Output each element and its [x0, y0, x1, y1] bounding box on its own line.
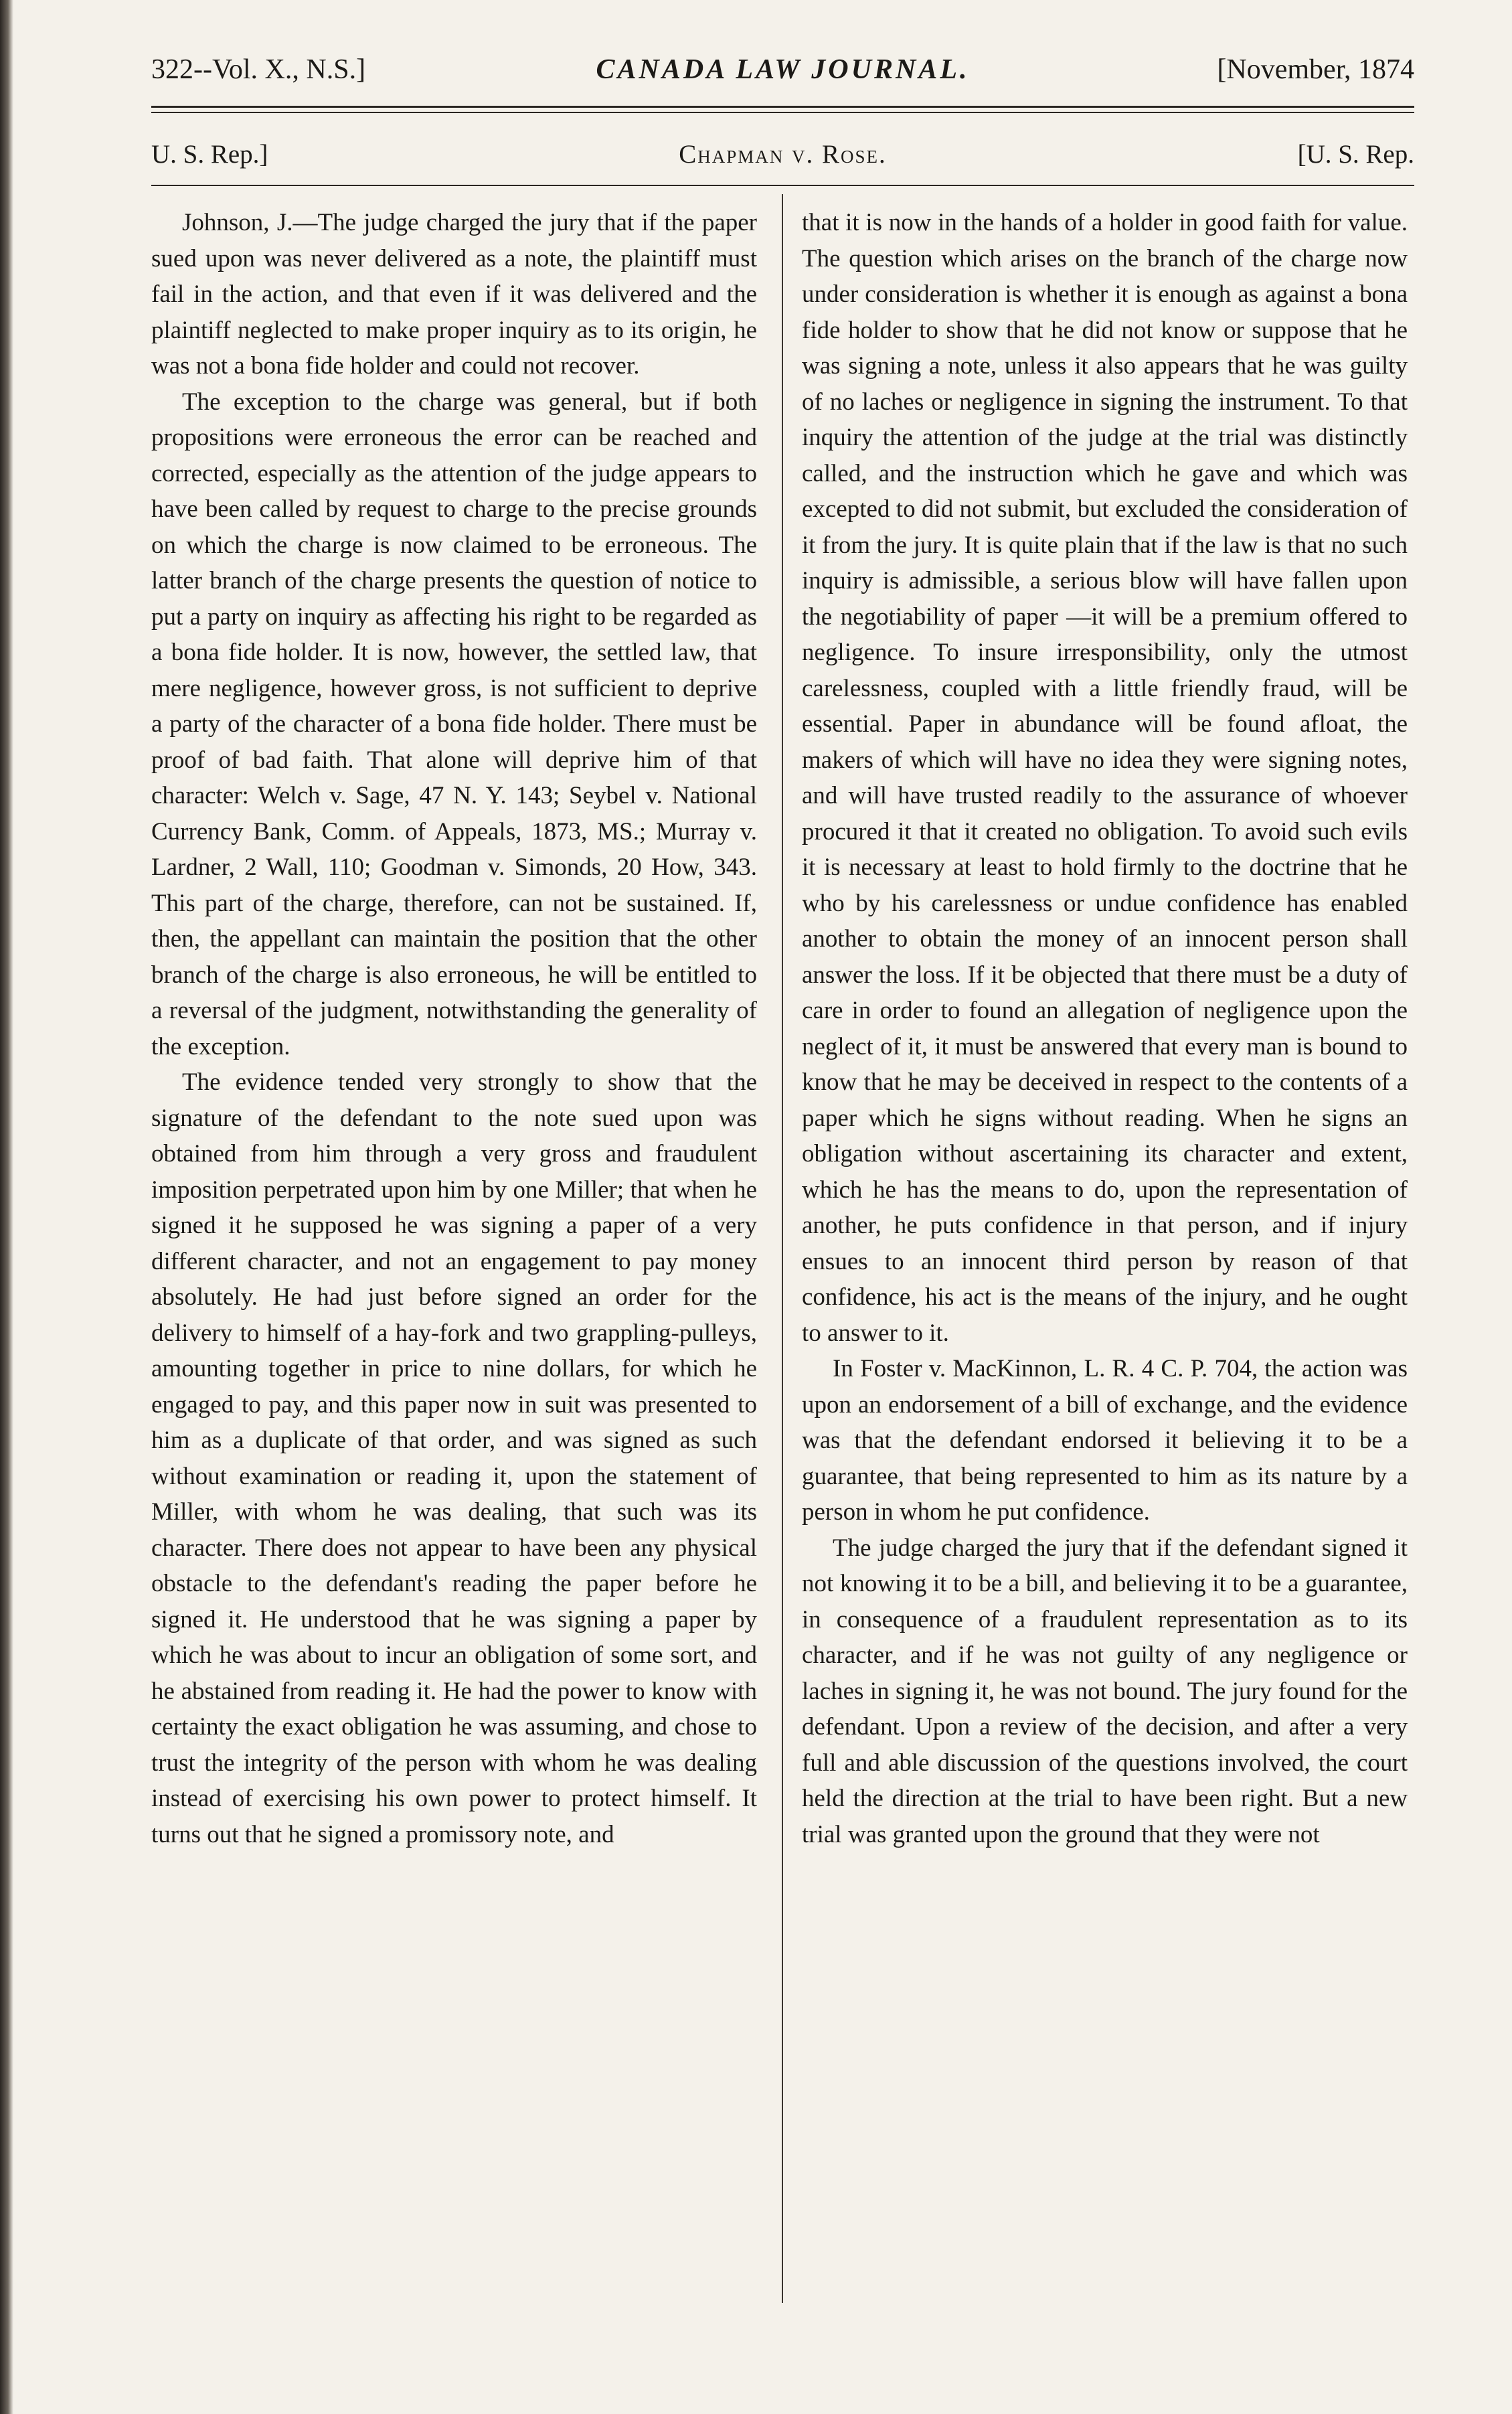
court-left: U. S. Rep.]	[151, 140, 268, 169]
court-right: [U. S. Rep.	[1297, 140, 1414, 169]
paragraph: that it is now in the hands of a holder in good faith for value. The question which arises on the branch of the charge now under consideration is whether it is enough as against a bona fide holder to show that he did not know or suppose that he was signing a note, unless it also appears that he was guilty of no laches or negligence in signing the instrument. To that inquiry the attention of the judge at the trial was distinctly called, and the instruction which he gave and which was excepted to did not submit, but excluded the consideration of it from the jury. It is quite plain that if the law is that no such inquiry is admissible, a serious blow will have fallen upon the negotiability of paper —it will be a premium offered to negligence. To insure irresponsibility, only the utmost carelessness, coupled with a little friendly fraud, will be essential. Paper in abundance will be found afloat, the makers of which will have no idea they were signing notes, and will have trusted readily to the assurance of whoever procured it that it created no obligation. To avoid such evils it is necessary at least to hold firmly to the doctrine that he who by his carelessness or undue confidence has enabled another to obtain the money of an innocent person shall answer the loss. If it be objected that there must be a duty of care in order to found an allegation of negligence upon the neglect of it, it must be answered that every man is bound to know that he may be deceived in respect to the contents of a paper which he signs without reading. When he signs an obligation without ascertaining its character and extent, which he has the means to do, upon the representation of another, he puts confidence in that person, and if injury ensues to an innocent third person by reason of that confidence, his act is the means of the injury, and he ought to answer to it.	[802, 209, 1408, 1347]
right-column	[802, 205, 1408, 1852]
paragraph: The judge charged the jury that if the defendant signed it not knowing it to be a bill, and believing it to be a guarantee, in consequence of a fraudulent representation as to its character, and if he was not guilty of any negligence or laches in signing it, he was not bound. The jury found for the defendant. Upon a review of the decision, and after a very full and able discussion of the questions involved, the court held the direction at the trial to have been right. But a new trial was granted upon the ground that they were not	[802, 1534, 1408, 1848]
case-header	[151, 139, 1414, 179]
column-divider	[782, 194, 783, 2303]
case-header-rule	[151, 185, 1414, 186]
page-binding-edge	[0, 0, 13, 2414]
issue-date: [November, 1874	[1217, 54, 1414, 85]
header-rule	[151, 106, 1414, 108]
running-header	[151, 54, 1414, 100]
paragraph: In Foster v. MacKinnon, L. R. 4 C. P. 704, the action was upon an endorsement of a bill of exchange, and the evidence was that the defendant endorsed it believing it to be a guarantee, that being represented to him as its nature by a person in whom he put confidence.	[802, 1355, 1408, 1526]
paragraph: The evidence tended very strongly to show that the signature of the defendant to the note sued upon was obtained from him through a very gross and fraudulent imposition perpetrated upon him by one Miller; that when he signed it he supposed he was signing a paper of a very different character, and not an engagement to pay money absolutely. He had just before signed an order for the delivery to himself of a hay-fork and two grappling-pulleys, amounting together in price to nine dollars, for which he engaged to pay, and this paper now in suit was presented to him as a duplicate of that order, and was signed as such without examination or reading it, upon the statement of Miller, with whom he was dealing, that such was its character. There does not appear to have been any physical obstacle to the defendant's reading the paper before he signed it. He understood that he was signing a paper by which he was about to incur an obligation of some sort, and he abstained from reading it. He had the power to know with certainty the exact obligation he was assuming, and chose to trust the integrity of the person with whom he was dealing instead of exercising his own power to protect himself. It turns out that he signed a promissory note, and	[151, 1068, 757, 1848]
case-title: Chapman v. Rose.	[679, 140, 887, 169]
journal-title: CANADA LAW JOURNAL.	[596, 54, 970, 85]
paragraph: The exception to the charge was general, but if both propositions were erroneous the error can be reached and corrected, especially as the attention of the judge appears to have been called by request to charge to the precise grounds on which the charge is now claimed to be erroneous. The latter branch of the charge presents the question of notice to put a party on inquiry as affecting his right to be regarded as a bona fide holder. It is now, however, the settled law, that mere negligence, however gross, is not sufficient to deprive a party of the character of a bona fide holder. There must be proof of bad faith. That alone will deprive him of that character: Welch v. Sage, 47 N. Y. 143; Seybel v. National Currency Bank, Comm. of Appeals, 1873, MS.; Murray v. Lardner, 2 Wall, 110; Goodman v. Simonds, 20 How, 343. This part of the charge, therefore, can not be sustained. If, then, the appellant can maintain the position that the other branch of the charge is also erroneous, he will be entitled to a reversal of the judgment, notwithstanding the generality of the exception.	[151, 388, 757, 1060]
page-volume: 322--Vol. X., N.S.]	[151, 54, 366, 85]
header-rule-thin	[151, 112, 1414, 113]
left-column	[151, 205, 757, 1852]
paragraph: Johnson, J.—The judge charged the jury that if the paper sued upon was never delivered as a note, the plaintiff must fail in the action, and that even if it was delivered and the plaintiff neglected to make proper inquiry as to its origin, he was not a bona fide holder and could not recover.	[151, 209, 757, 380]
